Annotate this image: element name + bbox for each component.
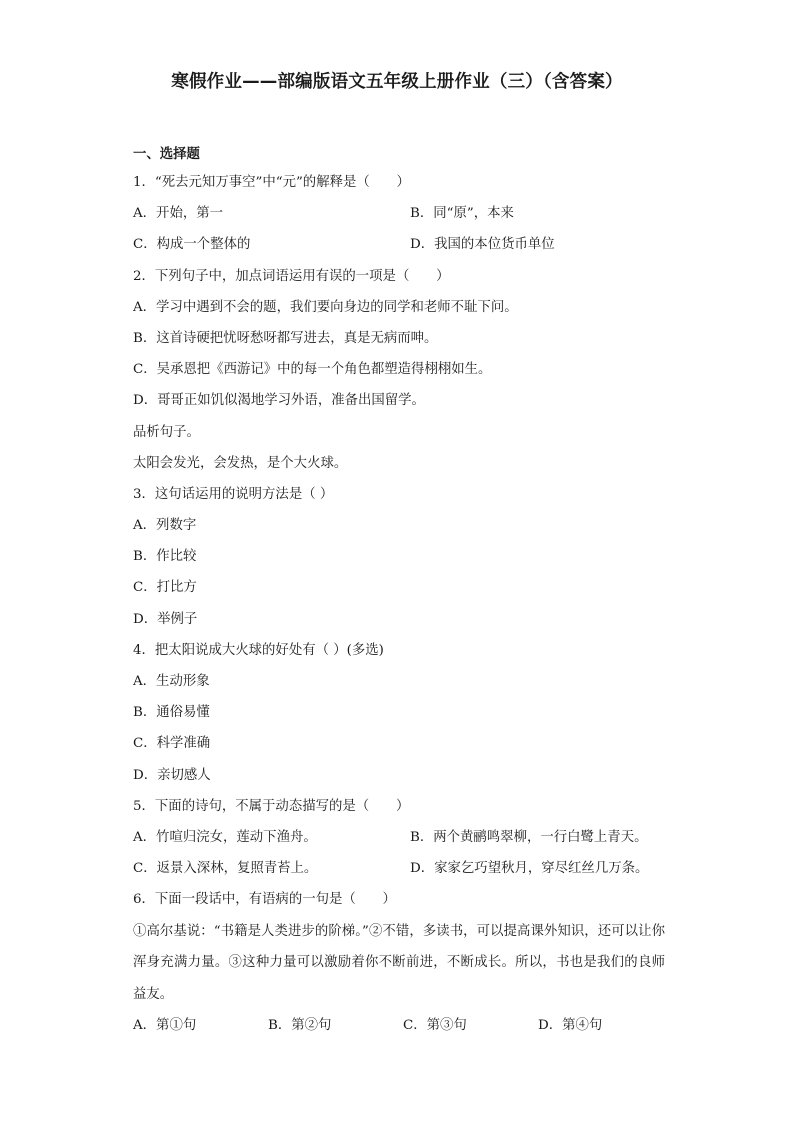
q1-option-c: C．构成一个整体的: [133, 237, 251, 253]
q5-options-row2: [133, 853, 673, 884]
q3-option-d: D．举例子: [133, 611, 198, 627]
q5-options-row1: [133, 822, 673, 853]
q6-options-row: [133, 1010, 673, 1041]
q4-option-d: D．亲切感人: [133, 767, 211, 783]
q2-option-d: D．哥哥正如饥似渴地学习外语，准备出国留学。: [133, 393, 425, 409]
q3-stem: 3．这句话运用的说明方法是（ ）: [133, 486, 334, 502]
q5-option-a: A．竹喧归浣女，莲动下渔舟。: [133, 829, 317, 845]
q6-option-d: D．第④句: [538, 1018, 603, 1033]
passage-intro: 品析句子。: [133, 424, 200, 440]
q1-option-a: A．开始，第一: [133, 206, 224, 222]
q1-option-d: D．我国的本位货币单位: [410, 237, 555, 253]
q6-stem: 6．下面一段话中，有语病的一句是（ ）: [133, 892, 396, 908]
q6-option-a: A．第①句: [133, 1018, 197, 1033]
q5-option-d: D．家家乞巧望秋月，穿尽红丝几万条。: [410, 861, 649, 877]
section-heading: 一、选择题: [133, 147, 200, 162]
q6-option-c: C．第③句: [403, 1018, 467, 1033]
q1-stem: 1．“死去元知万事空”中“元”的解释是（ ）: [133, 175, 410, 190]
q6-paragraph: ①高尔基说：“书籍是人类进步的阶梯。”②不错，多读书，可以提高课外知识，还可以让你浑身充满力量。③这种力量可以激励着你不断前进，不断成长。所以，书也是我们的良师益友。: [133, 923, 665, 1002]
q6-option-b: B．第②句: [268, 1018, 332, 1033]
q3-option-b: B．作比较: [133, 549, 197, 565]
q5-option-c: C．返景入深林，复照青苔上。: [133, 861, 318, 877]
q4-option-a: A．生动形象: [133, 674, 210, 689]
q1-option-b: B．同“原”，本来: [410, 206, 514, 222]
q5-option-b: B．两个黄鹂鸣翠柳，一行白鹭上青天。: [410, 829, 648, 845]
q1-options-row1: [133, 198, 673, 229]
q2-option-a: A．学习中遇到不会的题，我们要向身边的同学和老师不耻下问。: [133, 299, 518, 315]
q2-option-c: C．吴承恩把《西游记》中的每一个角色都塑造得栩栩如生。: [133, 362, 492, 378]
q2-option-b: B．这首诗硬把忧呀愁呀都写进去，真是无病而呻。: [133, 330, 438, 346]
q4-stem: 4．把太阳说成大火球的好处有（ ）(多选): [133, 642, 384, 658]
q5-stem: 5．下面的诗句，不属于动态描写的是（ ）: [133, 798, 410, 814]
q2-stem: 2．下列句子中，加点词语运用有误的一项是（ ）: [133, 268, 450, 284]
q4-option-c: C．科学准确: [133, 736, 211, 752]
document-title: 寒假作业——部编版语文五年级上册作业（三）（含答案）: [171, 72, 623, 92]
document-body: [133, 143, 673, 1041]
q3-option-a: A．列数字: [133, 518, 197, 534]
passage-sentence: 太阳会发光，会发热，是个大火球。: [133, 455, 348, 471]
q1-options-row2: [133, 229, 673, 260]
q3-option-c: C．打比方: [133, 580, 197, 596]
q4-option-b: B．通俗易懂: [133, 705, 210, 721]
